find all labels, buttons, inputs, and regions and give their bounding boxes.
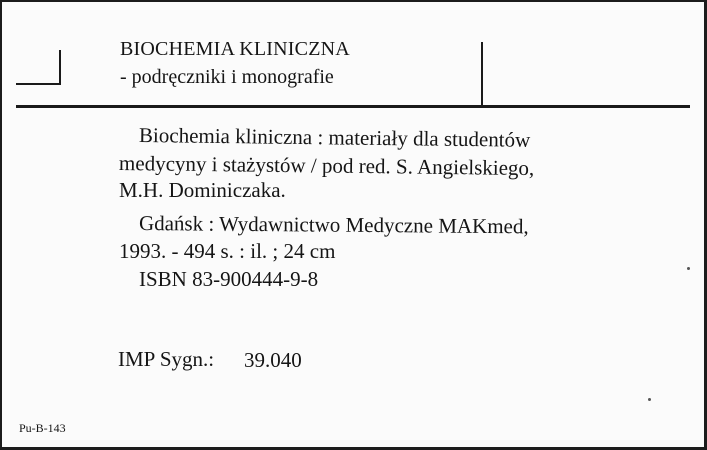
paper-speck <box>648 398 651 401</box>
entry-line-isbn: ISBN 83-900444-9-8 <box>139 267 319 291</box>
call-number-label: IMP Sygn.: <box>118 347 215 371</box>
entry-line-responsibility: medycyny i stażystów / pod red. S. Angielskiego, <box>118 151 535 181</box>
entry-line-editors: M.H. Dominiczaka. <box>119 178 286 202</box>
entry-line-title: Biochemia kliniczna : materiały dla studentów <box>138 123 531 152</box>
horizontal-rule <box>16 105 690 108</box>
entry-line-publisher: Gdańsk : Wydawnictwo Medyczne MAKmed, <box>138 211 529 239</box>
subject-heading-title: BIOCHEMIA KLINICZNA <box>120 38 350 60</box>
heading-divider <box>481 42 483 106</box>
paper-speck <box>687 267 690 270</box>
entry-line-physical-description: 1993. - 494 s. : il. ; 24 cm <box>119 239 336 263</box>
subject-heading-subtitle: - podręczniki i monografie <box>120 66 334 88</box>
corner-mark <box>16 50 61 85</box>
library-code: Pu-B-143 <box>19 421 66 435</box>
call-number-value: 39.040 <box>244 348 302 372</box>
